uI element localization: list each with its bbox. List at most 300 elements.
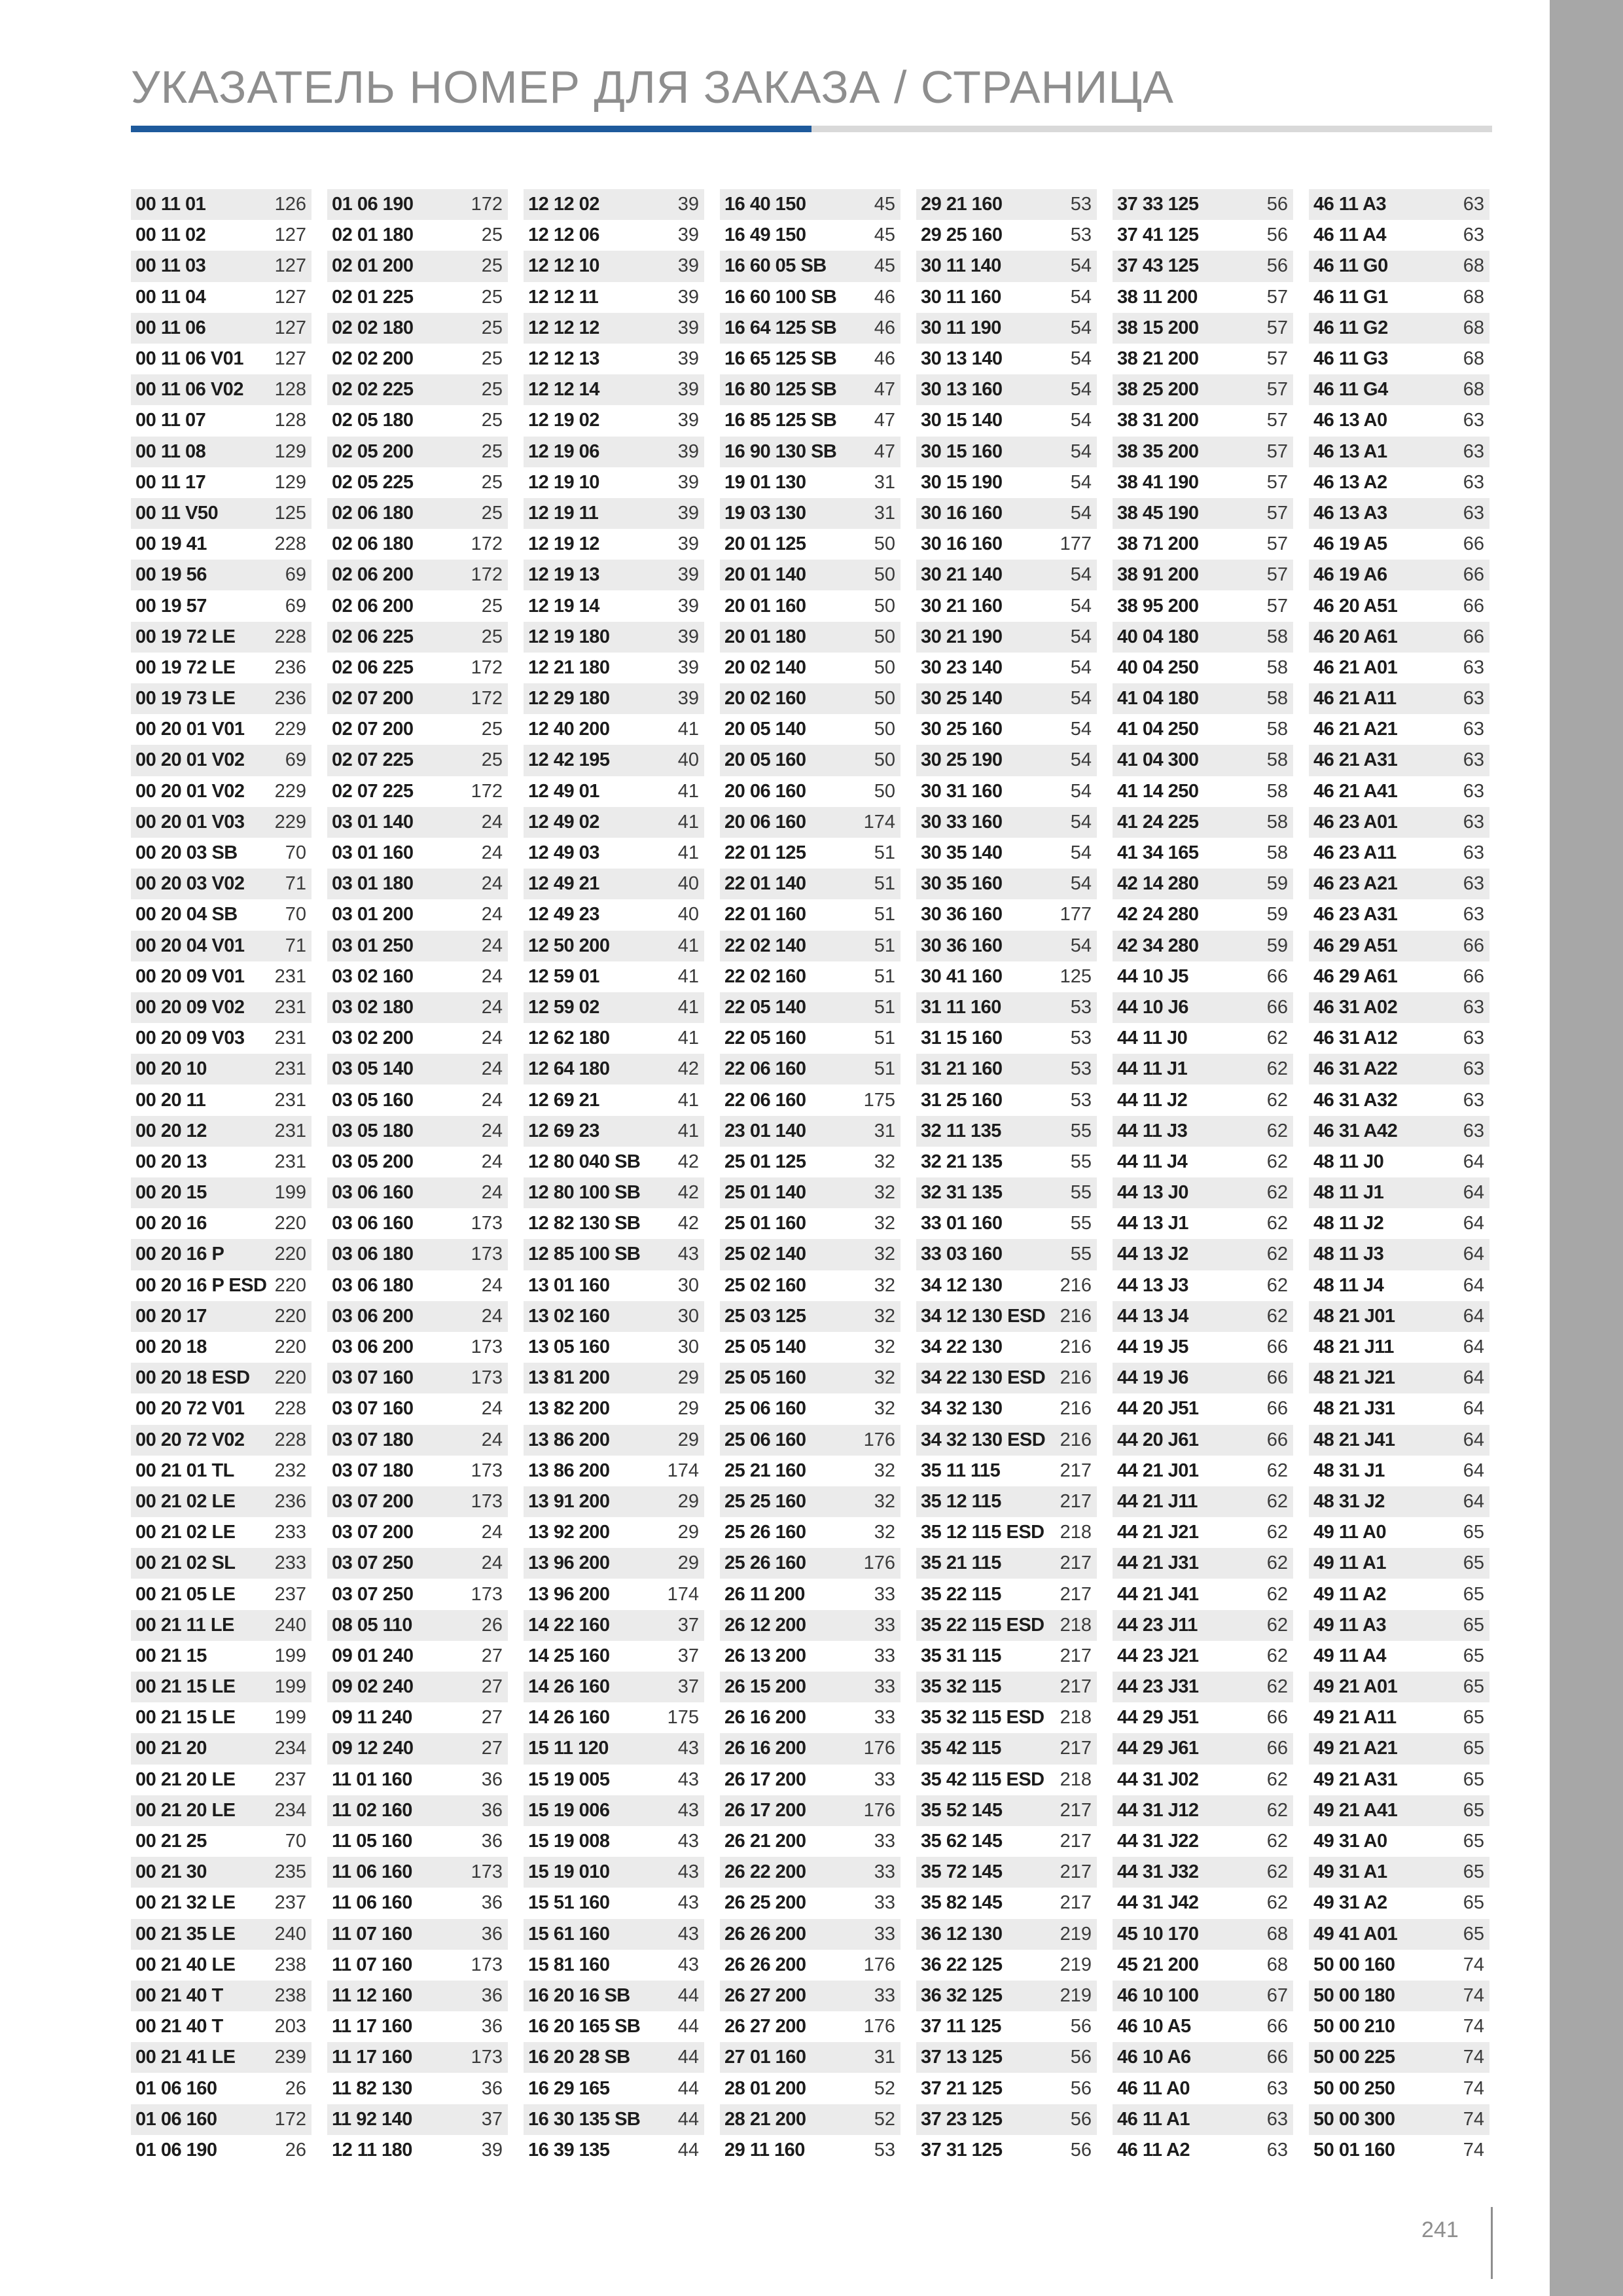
order-number: 12 12 02 xyxy=(528,194,599,215)
order-number: 50 00 225 xyxy=(1313,2047,1395,2068)
order-number: 46 20 A51 xyxy=(1313,595,1398,617)
table-row xyxy=(1113,1579,1293,1609)
page-ref: 129 xyxy=(274,471,306,493)
table-row xyxy=(131,1610,312,1641)
page-ref: 69 xyxy=(285,595,306,617)
table-row xyxy=(1113,1116,1293,1147)
order-number: 44 20 J61 xyxy=(1117,1429,1199,1450)
order-number: 03 07 250 xyxy=(332,1583,414,1605)
page-ref: 54 xyxy=(1070,842,1092,864)
table-row xyxy=(916,1363,1097,1393)
page-ref: 39 xyxy=(677,656,699,678)
order-number: 49 41 A01 xyxy=(1313,1923,1398,1945)
page-ref: 54 xyxy=(1070,379,1092,401)
page-ref: 41 xyxy=(677,935,699,956)
order-number: 00 20 17 xyxy=(135,1305,207,1327)
table-row xyxy=(1309,1579,1489,1609)
page-ref: 217 xyxy=(1060,1490,1092,1512)
order-number: 03 02 160 xyxy=(332,965,414,987)
page-ref: 43 xyxy=(677,1892,699,1914)
page-ref: 236 xyxy=(274,656,306,678)
table-row xyxy=(720,1857,901,1888)
order-number: 00 20 16 P ESD xyxy=(135,1274,267,1296)
order-number: 00 20 04 SB xyxy=(135,904,238,925)
page-ref: 228 xyxy=(274,533,306,555)
order-number: 00 20 01 V02 xyxy=(135,749,245,771)
page-ref: 51 xyxy=(874,842,895,864)
order-number: 00 21 20 xyxy=(135,1738,207,1759)
table-row xyxy=(720,220,901,251)
table-row xyxy=(131,961,312,992)
page-ref: 65 xyxy=(1463,1522,1484,1543)
order-number: 03 06 180 xyxy=(332,1274,414,1296)
page-ref: 41 xyxy=(677,965,699,987)
table-row xyxy=(524,2011,704,2042)
table-row xyxy=(720,714,901,745)
order-number: 15 11 120 xyxy=(528,1738,609,1759)
table-row xyxy=(327,529,508,560)
order-number: 33 03 160 xyxy=(921,1244,1003,1265)
page-ref: 176 xyxy=(863,1954,895,1975)
table-row xyxy=(524,1919,704,1950)
order-number: 46 10 A5 xyxy=(1117,2016,1191,2037)
order-number: 35 21 115 xyxy=(921,1552,1001,1574)
page-ref: 33 xyxy=(874,1707,895,1729)
order-number: 49 31 A0 xyxy=(1313,1831,1387,1852)
order-number: 30 35 140 xyxy=(921,842,1003,864)
page-ref: 63 xyxy=(1463,688,1484,709)
order-number: 26 21 200 xyxy=(724,1831,806,1852)
page-ref: 24 xyxy=(481,1429,503,1450)
page-ref: 43 xyxy=(677,1831,699,1852)
page-ref: 173 xyxy=(471,1367,503,1389)
page-ref: 40 xyxy=(677,873,699,895)
table-row xyxy=(524,2104,704,2135)
table-row xyxy=(1113,529,1293,560)
page-ref: 30 xyxy=(677,1274,699,1296)
page-ref: 24 xyxy=(481,1151,503,1172)
table-row xyxy=(524,1270,704,1301)
table-row xyxy=(1113,1486,1293,1517)
order-number: 46 19 A6 xyxy=(1313,564,1387,586)
page-ref: 36 xyxy=(481,1831,503,1852)
table-row xyxy=(131,1795,312,1826)
page-ref: 62 xyxy=(1266,1583,1288,1605)
table-row xyxy=(327,2104,508,2135)
order-number: 42 24 280 xyxy=(1117,904,1199,925)
table-row xyxy=(1309,344,1489,374)
table-row xyxy=(916,437,1097,467)
table-row xyxy=(131,1456,312,1486)
order-number: 00 20 09 V02 xyxy=(135,996,245,1018)
table-row xyxy=(1309,745,1489,776)
order-number: 46 29 A61 xyxy=(1313,965,1398,987)
page-ref: 44 xyxy=(677,2139,699,2161)
order-number: 02 02 225 xyxy=(332,379,414,401)
page-ref: 41 xyxy=(677,842,699,864)
page-ref: 56 xyxy=(1070,2016,1092,2037)
table-row xyxy=(131,1023,312,1054)
page-ref: 217 xyxy=(1060,1676,1092,1698)
table-row xyxy=(1309,220,1489,251)
page-ref: 45 xyxy=(874,194,895,215)
order-number: 12 62 180 xyxy=(528,1028,610,1049)
page-ref: 43 xyxy=(677,1738,699,1759)
table-row xyxy=(1309,992,1489,1023)
table-row xyxy=(131,1826,312,1857)
order-number: 02 07 225 xyxy=(332,780,414,802)
order-number: 38 25 200 xyxy=(1117,379,1199,401)
page-ref: 63 xyxy=(1463,749,1484,771)
table-row xyxy=(131,2011,312,2042)
order-number: 46 21 A41 xyxy=(1313,780,1398,802)
table-row xyxy=(327,1054,508,1085)
table-row xyxy=(1309,282,1489,313)
page-ref: 32 xyxy=(874,1151,895,1172)
sidebar xyxy=(1550,0,1623,2296)
order-number: 02 02 200 xyxy=(332,348,414,370)
page-ref: 125 xyxy=(274,502,306,524)
table-row xyxy=(720,1641,901,1672)
table-row xyxy=(327,1919,508,1950)
order-number: 38 15 200 xyxy=(1117,317,1199,338)
order-number: 13 91 200 xyxy=(528,1490,610,1512)
order-number: 29 21 160 xyxy=(921,194,1003,215)
page-ref: 56 xyxy=(1070,2108,1092,2130)
order-number: 00 20 18 ESD xyxy=(135,1367,250,1389)
page-ref: 31 xyxy=(874,2047,895,2068)
order-number: 32 11 135 xyxy=(921,1120,1001,1141)
table-row xyxy=(524,1085,704,1115)
page-ref: 63 xyxy=(1463,873,1484,895)
order-number: 12 85 100 SB xyxy=(528,1244,641,1265)
table-row xyxy=(1309,374,1489,405)
page-ref: 24 xyxy=(481,1274,503,1296)
page-ref: 40 xyxy=(677,904,699,925)
page-ref: 176 xyxy=(863,1429,895,1450)
page-ref: 30 xyxy=(677,1305,699,1327)
order-number: 00 20 72 V01 xyxy=(135,1398,245,1420)
table-row xyxy=(1113,2135,1293,2166)
order-number: 11 01 160 xyxy=(332,1768,412,1790)
order-number: 35 12 115 ESD xyxy=(921,1522,1044,1543)
table-row xyxy=(720,560,901,590)
order-number: 30 25 140 xyxy=(921,688,1003,709)
table-row xyxy=(524,838,704,869)
table-row xyxy=(1113,714,1293,745)
order-number: 00 21 20 LE xyxy=(135,1768,236,1790)
table-row xyxy=(720,807,901,838)
table-row xyxy=(327,1177,508,1208)
table-row xyxy=(916,282,1097,313)
page-ref: 59 xyxy=(1266,873,1288,895)
table-row xyxy=(131,1177,312,1208)
order-number: 31 11 160 xyxy=(921,996,1001,1018)
order-number: 02 06 200 xyxy=(332,564,414,586)
table-row xyxy=(720,1239,901,1270)
page-ref: 199 xyxy=(274,1645,306,1666)
order-number: 16 65 125 SB xyxy=(724,348,837,370)
table-row xyxy=(524,220,704,251)
table-row xyxy=(720,1116,901,1147)
page-ref: 62 xyxy=(1266,1552,1288,1574)
table-row xyxy=(327,869,508,899)
table-row xyxy=(524,1456,704,1486)
table-row xyxy=(1113,1888,1293,1918)
page-ref: 54 xyxy=(1070,595,1092,617)
table-row xyxy=(1309,2104,1489,2135)
page-ref: 173 xyxy=(471,1490,503,1512)
order-number: 37 31 125 xyxy=(921,2139,1003,2161)
table-row xyxy=(1113,622,1293,653)
page-ref: 217 xyxy=(1060,1460,1092,1481)
page-ref: 50 xyxy=(874,533,895,555)
table-row xyxy=(1309,1208,1489,1239)
table-row xyxy=(327,344,508,374)
order-number: 00 21 01 TL xyxy=(135,1460,234,1481)
table-row xyxy=(916,1888,1097,1918)
table-row xyxy=(524,745,704,776)
order-number: 40 04 180 xyxy=(1117,626,1199,647)
page-ref: 62 xyxy=(1266,1182,1288,1204)
order-number: 11 17 160 xyxy=(332,2047,412,2068)
page-ref: 24 xyxy=(481,1552,503,1574)
page-ref: 45 xyxy=(874,255,895,277)
page-ref: 240 xyxy=(274,1614,306,1636)
page-ref: 25 xyxy=(481,440,503,462)
table-row xyxy=(916,1425,1097,1456)
page-ref: 27 xyxy=(481,1738,503,1759)
order-number: 46 11 A0 xyxy=(1117,2077,1190,2099)
order-number: 49 21 A11 xyxy=(1313,1707,1397,1729)
table-row xyxy=(524,899,704,930)
table-row xyxy=(1113,282,1293,313)
order-number: 28 21 200 xyxy=(724,2108,806,2130)
table-row xyxy=(916,1672,1097,1702)
order-number: 34 32 130 ESD xyxy=(921,1429,1046,1450)
order-number: 08 05 110 xyxy=(332,1614,412,1636)
table-row xyxy=(1309,1486,1489,1517)
order-number: 25 26 160 xyxy=(724,1522,806,1543)
page-ref: 25 xyxy=(481,595,503,617)
table-row xyxy=(916,838,1097,869)
page-ref: 54 xyxy=(1070,348,1092,370)
page-ref: 65 xyxy=(1463,1799,1484,1821)
order-number: 23 01 140 xyxy=(724,1120,806,1141)
table-row xyxy=(1113,1301,1293,1332)
table-row xyxy=(1309,1950,1489,1981)
page-ref: 216 xyxy=(1060,1336,1092,1358)
order-number: 12 12 10 xyxy=(528,255,599,277)
table-row xyxy=(131,1702,312,1733)
page-ref: 65 xyxy=(1463,1892,1484,1914)
page-ref: 63 xyxy=(1463,224,1484,246)
page-ref: 41 xyxy=(677,1120,699,1141)
order-number: 48 31 J1 xyxy=(1313,1460,1385,1481)
table-row xyxy=(131,1919,312,1950)
table-row xyxy=(1309,1116,1489,1147)
table-row xyxy=(131,838,312,869)
table-row xyxy=(131,251,312,281)
order-number: 30 13 160 xyxy=(921,379,1003,401)
order-number: 30 21 190 xyxy=(921,626,1003,647)
page-ref: 237 xyxy=(274,1768,306,1790)
page-ref: 129 xyxy=(274,440,306,462)
table-row xyxy=(1113,1517,1293,1548)
page-ref: 233 xyxy=(274,1552,306,1574)
order-number: 14 25 160 xyxy=(528,1645,610,1666)
table-row xyxy=(916,745,1097,776)
order-number: 26 16 200 xyxy=(724,1738,806,1759)
order-number: 03 06 180 xyxy=(332,1244,414,1265)
page-ref: 29 xyxy=(677,1552,699,1574)
order-number: 30 15 140 xyxy=(921,410,1003,431)
table-row xyxy=(720,405,901,436)
page-ref: 62 xyxy=(1266,1305,1288,1327)
order-number: 12 12 14 xyxy=(528,379,599,401)
order-number: 26 17 200 xyxy=(724,1768,806,1790)
page-ref: 172 xyxy=(471,688,503,709)
page-ref: 231 xyxy=(274,965,306,987)
table-row xyxy=(327,1456,508,1486)
page-ref: 65 xyxy=(1463,1676,1484,1698)
table-row xyxy=(720,467,901,498)
page-ref: 62 xyxy=(1266,1676,1288,1698)
page-ref: 65 xyxy=(1463,1707,1484,1729)
page-ref: 217 xyxy=(1060,1645,1092,1666)
order-number: 12 19 180 xyxy=(528,626,610,647)
table-row xyxy=(524,1517,704,1548)
page-ref: 66 xyxy=(1266,2016,1288,2037)
page-ref: 229 xyxy=(274,780,306,802)
table-row xyxy=(720,2042,901,2073)
page-ref: 57 xyxy=(1266,410,1288,431)
table-row xyxy=(524,313,704,344)
table-row xyxy=(524,1548,704,1579)
page-ref: 65 xyxy=(1463,1831,1484,1852)
table-row xyxy=(131,1888,312,1918)
table-row xyxy=(131,869,312,899)
page-ref: 51 xyxy=(874,965,895,987)
table-row xyxy=(1309,1393,1489,1424)
table-row xyxy=(720,1950,901,1981)
table-row xyxy=(131,1085,312,1115)
page-ref: 66 xyxy=(1266,1398,1288,1420)
page-ref: 63 xyxy=(1463,410,1484,431)
page-ref: 68 xyxy=(1463,348,1484,370)
table-row xyxy=(1113,498,1293,529)
order-number: 03 01 160 xyxy=(332,842,414,864)
page-ref: 33 xyxy=(874,1768,895,1790)
page-ref: 54 xyxy=(1070,255,1092,277)
page-ref: 62 xyxy=(1266,1490,1288,1512)
order-number: 11 17 160 xyxy=(332,2016,412,2037)
table-row xyxy=(524,1733,704,1764)
page-ref: 32 xyxy=(874,1460,895,1481)
order-number: 22 01 140 xyxy=(724,873,806,895)
table-row xyxy=(131,1981,312,2011)
order-number: 00 20 12 xyxy=(135,1120,207,1141)
table-row xyxy=(1113,590,1293,621)
page-ref: 31 xyxy=(874,502,895,524)
page-ref: 25 xyxy=(481,317,503,338)
page-ref: 66 xyxy=(1463,533,1484,555)
page-ref: 63 xyxy=(1463,502,1484,524)
order-number: 12 19 11 xyxy=(528,502,599,524)
page-ref: 39 xyxy=(677,440,699,462)
page-ref: 172 xyxy=(274,2108,306,2130)
table-row xyxy=(720,931,901,961)
table-row xyxy=(131,1733,312,1764)
page-ref: 25 xyxy=(481,255,503,277)
page-ref: 50 xyxy=(874,564,895,586)
page-ref: 27 xyxy=(481,1676,503,1698)
order-number: 12 69 23 xyxy=(528,1120,599,1141)
page-ref: 236 xyxy=(274,688,306,709)
order-number: 44 11 J1 xyxy=(1117,1058,1188,1080)
order-number: 00 20 72 V02 xyxy=(135,1429,245,1450)
page-ref: 36 xyxy=(481,2016,503,2037)
table-row xyxy=(1113,220,1293,251)
table-row xyxy=(131,1332,312,1363)
table-row xyxy=(131,1950,312,1981)
page-ref: 25 xyxy=(481,749,503,771)
page-ref: 57 xyxy=(1266,502,1288,524)
page-ref: 47 xyxy=(874,379,895,401)
order-number: 00 11 08 xyxy=(135,440,206,462)
table-row xyxy=(916,1610,1097,1641)
table-row xyxy=(131,344,312,374)
table-row xyxy=(131,1486,312,1517)
order-number: 44 23 J11 xyxy=(1117,1614,1198,1636)
order-number: 46 23 A21 xyxy=(1313,873,1398,895)
order-number: 12 49 03 xyxy=(528,842,599,864)
page-ref: 25 xyxy=(481,224,503,246)
page-ref: 173 xyxy=(471,2047,503,2068)
page-ref: 32 xyxy=(874,1213,895,1234)
table-row xyxy=(1113,683,1293,714)
order-number: 46 19 A5 xyxy=(1313,533,1387,555)
page-ref: 218 xyxy=(1060,1768,1092,1790)
order-number: 44 10 J6 xyxy=(1117,996,1188,1018)
page-ref: 57 xyxy=(1266,533,1288,555)
table-row xyxy=(327,374,508,405)
order-number: 11 07 160 xyxy=(332,1954,412,1975)
table-row xyxy=(524,2042,704,2073)
order-number: 00 21 02 SL xyxy=(135,1552,236,1574)
order-number: 25 03 125 xyxy=(724,1305,806,1327)
page-ref: 220 xyxy=(274,1213,306,1234)
page-ref: 54 xyxy=(1070,749,1092,771)
table-row xyxy=(131,189,312,220)
page-ref: 220 xyxy=(274,1367,306,1389)
order-number: 26 12 200 xyxy=(724,1614,806,1636)
page-ref: 63 xyxy=(1463,471,1484,493)
page-number: 241 xyxy=(1421,2217,1459,2242)
page-ref: 172 xyxy=(471,564,503,586)
page-ref: 41 xyxy=(677,996,699,1018)
table-row xyxy=(1113,1085,1293,1115)
page-ref: 57 xyxy=(1266,471,1288,493)
page-ref: 234 xyxy=(274,1738,306,1759)
table-row xyxy=(1113,1177,1293,1208)
page-ref: 174 xyxy=(667,1460,699,1481)
order-number: 16 85 125 SB xyxy=(724,410,837,431)
order-number: 38 21 200 xyxy=(1117,348,1199,370)
table-row xyxy=(720,899,901,930)
table-row xyxy=(1113,745,1293,776)
order-number: 16 60 05 SB xyxy=(724,255,827,277)
